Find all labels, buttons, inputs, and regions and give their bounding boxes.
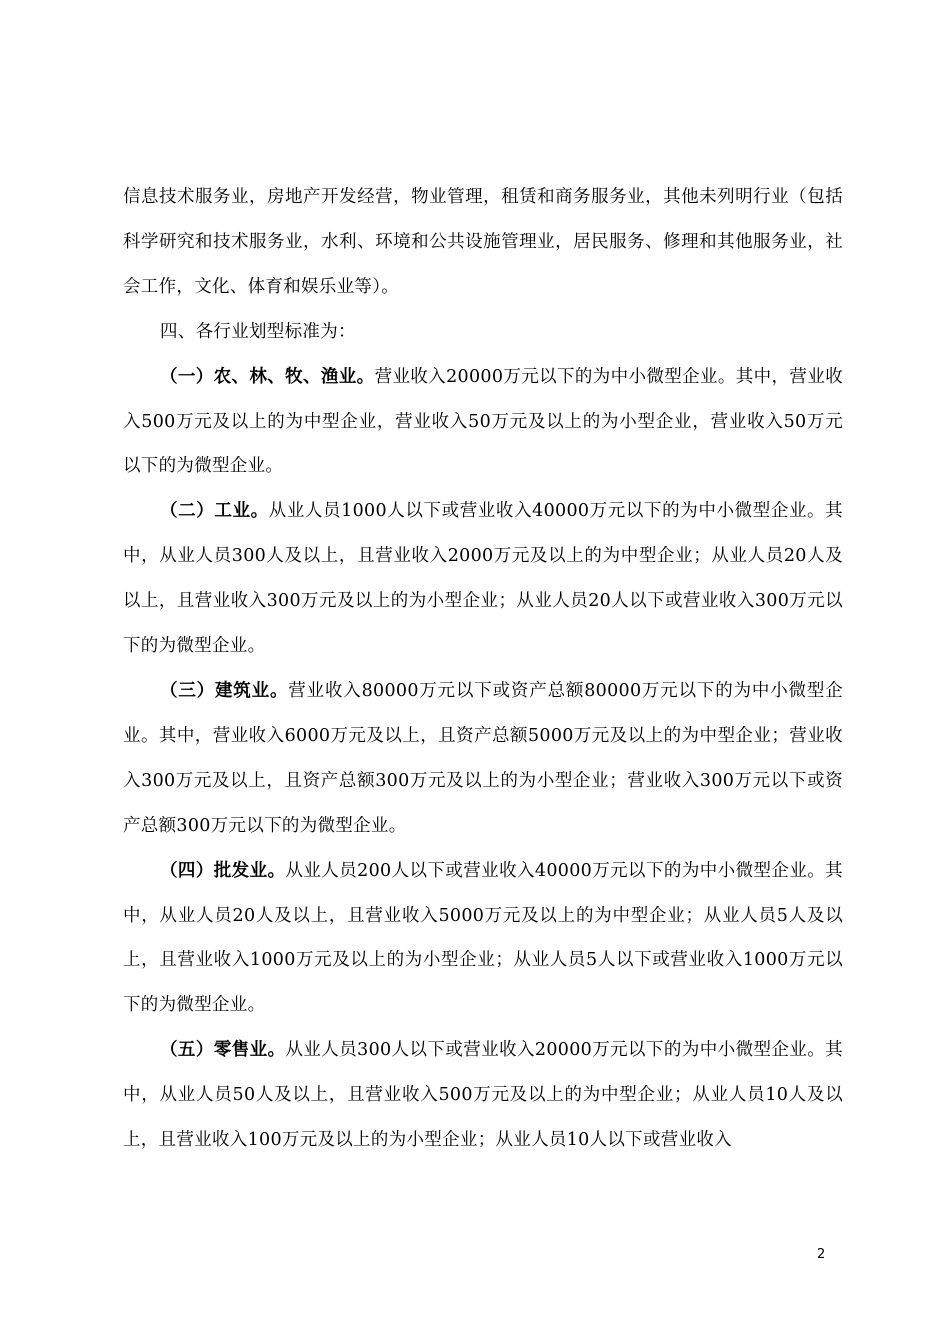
item-title: （四）批发业。	[160, 860, 286, 881]
item-body: 从业人员200人以下或营业收入40000万元以下的为中小微型企业。其中，从业人员20人及以上，且营业收入5000万元及以上的为中型企业；从业人员5人及以上，且营业收入1000万元及以上的为小型企业；从业人员5人以下或营业收入1000万元以下的为微型企业。	[123, 860, 843, 1016]
item-paragraph-construction	[123, 669, 843, 849]
page-number: 2	[817, 1247, 826, 1262]
intro-paragraph: 信息技术服务业，房地产开发经营，物业管理，租赁和商务服务业，其他未列明行业（包括科学研究和技术服务业，水利、环境和公共设施管理业，居民服务、修理和其他服务业，社会工作，文化、体育和娱乐业等）。	[123, 187, 843, 297]
item-paragraph-retail	[123, 1028, 843, 1163]
item-body: 从业人员300人以下或营业收入20000万元以下的为中小微型企业。其中，从业人员50人及以上，且营业收入500万元及以上的为中型企业；从业人员10人及以上，且营业收入100万元及以上的为小型企业；从业人员10人以下或营业收入	[123, 1040, 843, 1151]
item-body: 营业收入20000万元以下的为中小微型企业。其中，营业收入500万元及以上的为中型企业，营业收入50万元及以上的为小型企业，营业收入50万元以下的为微型企业。	[123, 366, 843, 477]
section-heading: 四、各行业划型标准为：	[160, 321, 356, 342]
item-title: （三）建筑业。	[160, 680, 289, 701]
item-body: 营业收入80000万元以下或资产总额80000万元以下的为中小微型企业。其中，营业收入6000万元及以上，且资产总额5000万元及以上的为中型企业；营业收入300万元及以上，且资产总额300万元及以上的为小型企业；营业收入300万元以下或资产总额300万元以下的为微型企业。	[123, 680, 843, 836]
item-paragraph-agriculture	[123, 355, 843, 490]
item-title: （一）农、林、牧、渔业。	[160, 366, 375, 387]
item-body: 从业人员1000人以下或营业收入40000万元以下的为中小微型企业。其中，从业人员300人及以上，且营业收入2000万元及以上的为中型企业；从业人员20人及以上，且营业收入300万元及以上的为小型企业；从业人员20人以下或营业收入300万元以下的为微型企业。	[123, 501, 843, 657]
item-paragraph-wholesale	[123, 849, 843, 1029]
item-title: （二）工业。	[160, 501, 269, 522]
document-body	[123, 175, 843, 1163]
item-title: （五）零售业。	[160, 1040, 286, 1061]
item-paragraph-industry	[123, 489, 843, 669]
